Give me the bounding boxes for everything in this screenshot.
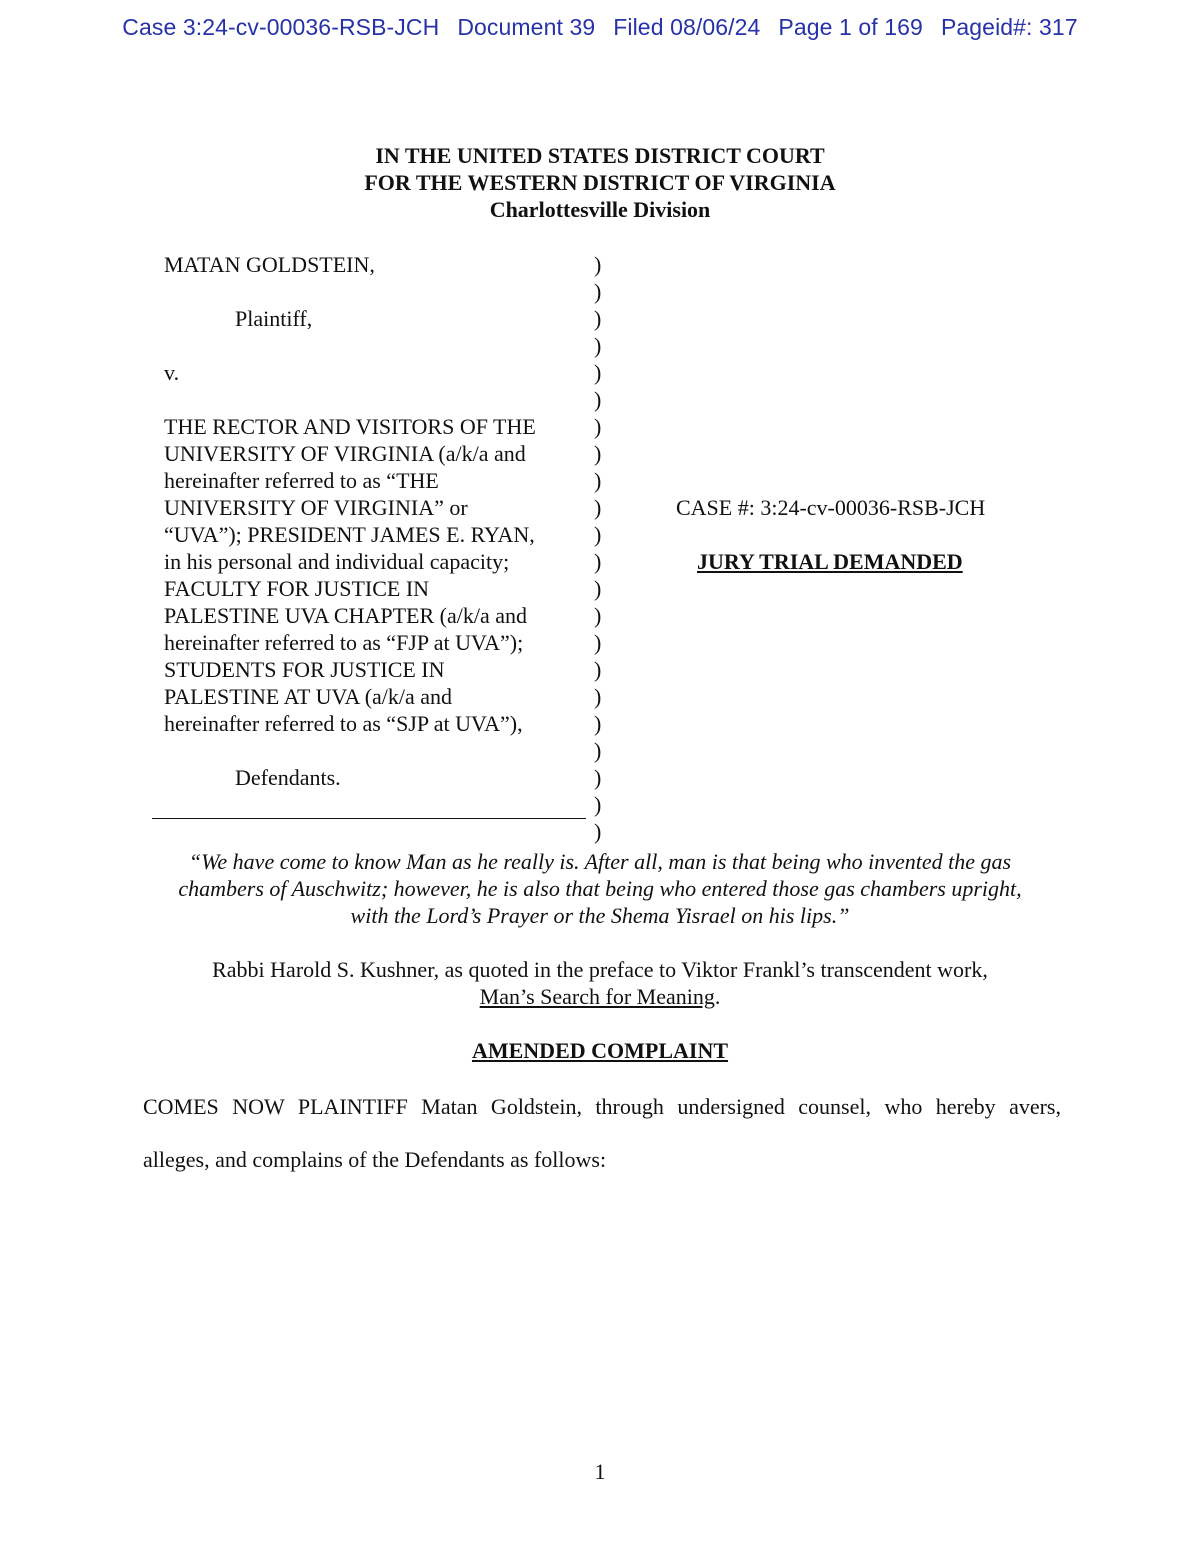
epigraph-quote xyxy=(100,848,1100,929)
page-number: 1 xyxy=(594,1459,606,1484)
caption-paren: ) xyxy=(594,252,602,277)
caption-paren: ) xyxy=(594,387,602,412)
caption-paren: ) xyxy=(594,360,602,385)
caption-paren: ) xyxy=(594,306,602,331)
defendant-line: STUDENTS FOR JUSTICE IN xyxy=(164,657,445,682)
plaintiff-name: MATAN GOLDSTEIN, xyxy=(164,252,375,277)
caption-paren: ) xyxy=(594,765,602,790)
defendant-line: hereinafter referred to as “THE xyxy=(164,468,439,493)
caption-paren: ) xyxy=(594,441,602,466)
caption-paren: ) xyxy=(594,603,602,628)
caption-paren: ) xyxy=(594,549,602,574)
defendant-line: PALESTINE UVA CHAPTER (a/k/a and xyxy=(164,603,527,628)
defendant-line: hereinafter referred to as “SJP at UVA”), xyxy=(164,711,523,736)
defendant-line: hereinafter referred to as “FJP at UVA”); xyxy=(164,630,524,655)
caption-paren: ) xyxy=(594,468,602,493)
caption-paren: ) xyxy=(594,414,602,439)
paragraph-line: alleges, and complains of the Defendants as follows: xyxy=(143,1147,607,1172)
caption-paren: ) xyxy=(594,495,602,520)
ecf-pageid: Pageid#: 317 xyxy=(940,14,1078,40)
court-heading xyxy=(0,142,1200,223)
document-title: AMENDED COMPLAINT xyxy=(471,1038,729,1063)
court-division: Charlottesville Division xyxy=(489,197,711,222)
defendant-line: PALESTINE AT UVA (a/k/a and xyxy=(164,684,453,709)
caption-divider-line xyxy=(152,818,586,819)
versus-label: v. xyxy=(164,360,180,385)
defendant-line: THE RECTOR AND VISITORS OF THE xyxy=(164,414,536,439)
epigraph-line: “We have come to know Man as he really is. After all, man is that being who invented the gas xyxy=(188,849,1012,874)
caption-paren: ) xyxy=(594,792,602,817)
defendant-line: FACULTY FOR JUSTICE IN xyxy=(164,576,430,601)
caption-paren: ) xyxy=(594,711,602,736)
book-title-period: . xyxy=(714,984,721,1009)
ecf-case-number: Case 3:24-cv-00036-RSB-JCH xyxy=(122,14,440,40)
defendant-line: in his personal and individual capacity; xyxy=(164,549,510,574)
defendant-line: UNIVERSITY OF VIRGINIA” or xyxy=(164,495,468,520)
caption-paren: ) xyxy=(594,657,602,682)
epigraph-line: with the Lord’s Prayer or the Shema Yisrael on his lips.” xyxy=(350,903,850,928)
case-number-label: CASE #: 3:24-cv-00036-RSB-JCH xyxy=(676,495,986,520)
caption-paren: ) xyxy=(594,522,602,547)
defendant-line: UNIVERSITY OF VIRGINIA (a/k/a and xyxy=(164,441,526,466)
court-name-line2: FOR THE WESTERN DISTRICT OF VIRGINIA xyxy=(364,170,836,195)
plaintiff-role: Plaintiff, xyxy=(235,306,313,331)
epigraph-line: chambers of Auschwitz; however, he is also that being who entered those gas chambers upright, xyxy=(178,876,1022,901)
ecf-filed-date: Filed 08/06/24 xyxy=(613,14,761,40)
caption-paren: ) xyxy=(594,630,602,655)
opening-paragraph xyxy=(143,1080,1061,1186)
court-name-line1: IN THE UNITED STATES DISTRICT COURT xyxy=(375,143,825,168)
caption-paren: ) xyxy=(594,738,602,763)
paragraph-line: COMES NOW PLAINTIFF Matan Goldstein, through undersigned counsel, who hereby avers, xyxy=(143,1094,1061,1119)
defendant-line: “UVA”); PRESIDENT JAMES E. RYAN, xyxy=(164,522,535,547)
attribution-line: Rabbi Harold S. Kushner, as quoted in the preface to Viktor Frankl’s transcendent work, xyxy=(212,957,988,982)
caption-paren: ) xyxy=(594,333,602,358)
caption-paren-column xyxy=(594,251,601,845)
ecf-document-number: Document 39 xyxy=(457,14,596,40)
caption-paren: ) xyxy=(594,684,602,709)
caption-paren: ) xyxy=(594,279,602,304)
ecf-page-count: Page 1 of 169 xyxy=(778,14,923,40)
book-title: Man’s Search for Meaning xyxy=(479,984,715,1009)
defendants-role: Defendants. xyxy=(235,765,341,790)
jury-trial-demand: JURY TRIAL DEMANDED xyxy=(697,549,963,574)
caption-paren: ) xyxy=(594,819,602,844)
case-caption-parties xyxy=(164,251,584,791)
epigraph-attribution xyxy=(100,956,1100,1010)
caption-paren: ) xyxy=(594,576,602,601)
ecf-filing-header xyxy=(0,14,1200,41)
